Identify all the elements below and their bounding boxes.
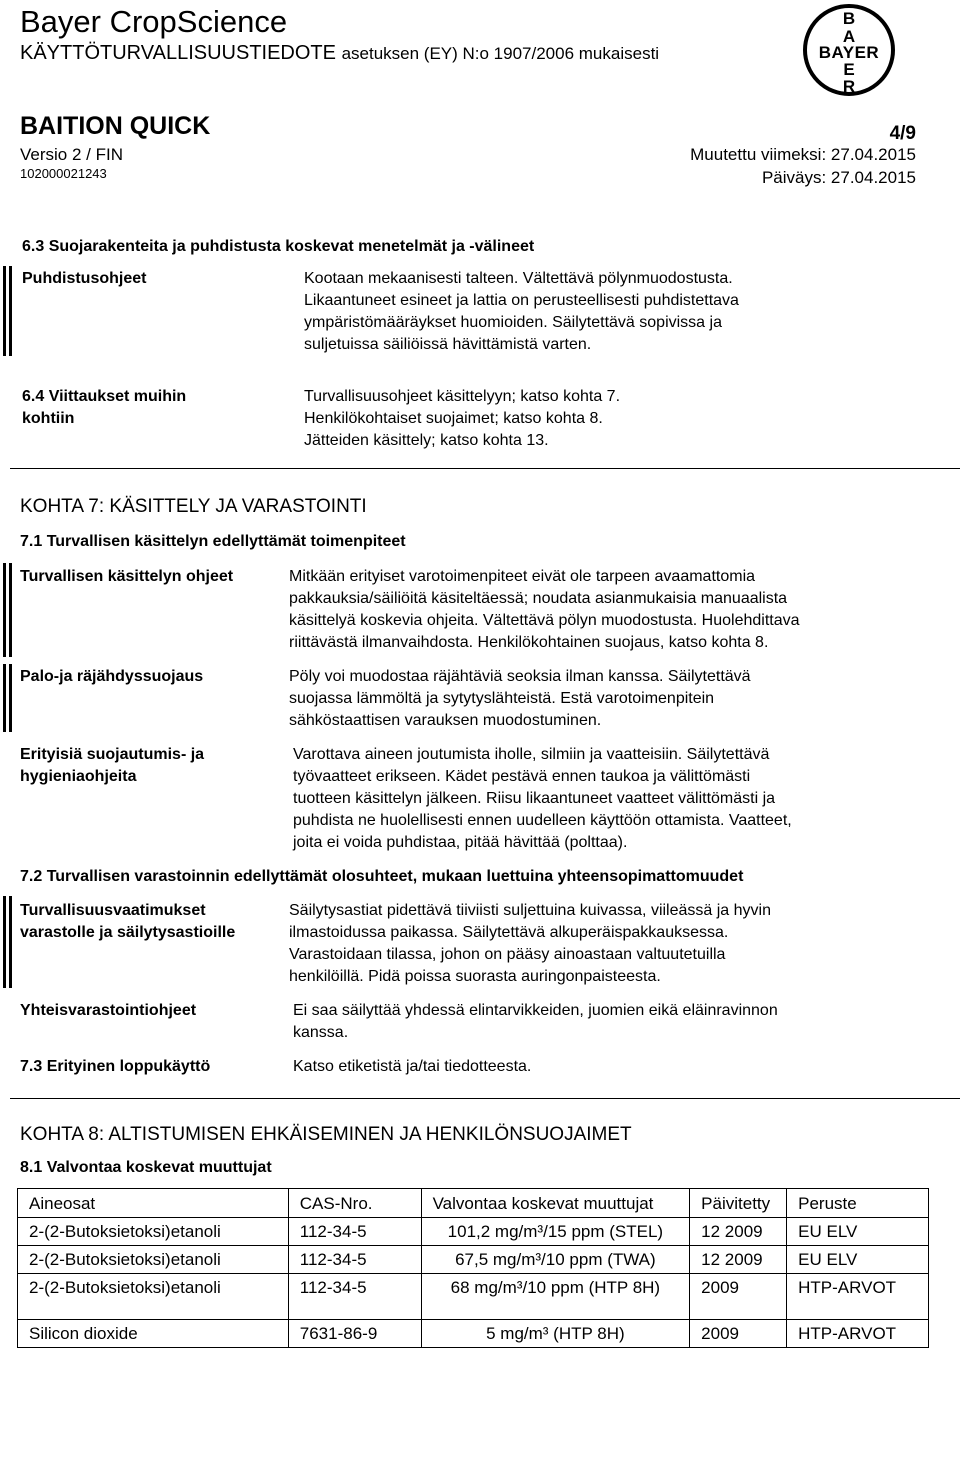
limit-cell: 68 mg/m³/10 ppm (HTP 8H): [421, 1274, 690, 1320]
revision-bar: [9, 563, 12, 657]
svg-text:B: B: [842, 9, 856, 28]
column-header: Aineosat: [18, 1189, 289, 1218]
svg-text:R: R: [842, 77, 856, 96]
limit-cell: 67,5 mg/m³/10 ppm (TWA): [421, 1246, 690, 1274]
component-cell: 2-(2-Butoksietoksi)etanoli: [18, 1274, 289, 1320]
revision-bar: [3, 563, 6, 657]
cas-cell: 112-34-5: [288, 1218, 421, 1246]
hygiene-label: Erityisiä suojautumis- ja hygieniaohjeita: [20, 746, 205, 785]
revision-bar: [3, 266, 6, 356]
component-cell: 2-(2-Butoksietoksi)etanoli: [18, 1218, 289, 1246]
document-title: [20, 42, 659, 65]
section-7-2-title: 7.2 Turvallisen varastoinnin edellyttämät olosuhteet, mukaan luettuina yhteensopimattomuudet: [20, 868, 744, 885]
cleaning-text: Kootaan mekaanisesti talteen. Vältettävä pölynmuodostusta. Likaantuneet esineet ja lattia on perusteellisesti puhdistettava ympäristömääräykset huomioiden. Säilytettävä sopivissa ja suljetuissa säiliöissä hävittämistä varten.: [304, 270, 739, 353]
limit-cell: 5 mg/m³ (HTP 8H): [421, 1320, 690, 1348]
safe-handling-label: Turvallisen käsittelyn ohjeet: [20, 568, 234, 585]
revision-bar: [3, 896, 6, 988]
section-7-3-text: Katso etiketistä ja/tai tiedotteesta.: [293, 1058, 532, 1075]
section-6-4-label: 6.4 Viittaukset muihin kohtiin: [22, 388, 187, 427]
revision-bar: [9, 664, 12, 732]
section-8-title: KOHTA 8: ALTISTUMISEN EHKÄISEMINEN JA HENKILÖNSUOJAIMET: [20, 1124, 632, 1145]
section-6-3-title: 6.3 Suojarakenteita ja puhdistusta koskevat menetelmät ja -välineet: [22, 238, 535, 255]
limit-cell: 101,2 mg/m³/15 ppm (STEL): [421, 1218, 690, 1246]
section-7-1-title: 7.1 Turvallisen käsittelyn edellyttämät toimenpiteet: [20, 533, 406, 550]
safe-handling-text: Mitkään erityiset varotoimenpiteet eivät ole tarpeen avaamattomia pakkauksia/säiliöitä käsiteltäessä; noudata asianmukaisia manuaalista käsittelyä koskevia ohjeita. Vältettävä pölyn muodostusta. Huolehdittava riittävästä ilmanvaihdosta. Henkilökohtainen suojaus, katso kohta 8.: [289, 568, 800, 651]
co-storage-label: Yhteisvarastointiohjeet: [20, 1002, 197, 1019]
updated-cell: 12 2009: [690, 1218, 787, 1246]
document-number: 102000021243: [20, 166, 107, 181]
section-6-4-text: Turvallisuusohjeet käsittelyyn; katso kohta 7. Henkilökohtaiset suojaimet; katso kohta 8. Jätteiden käsittely; katso kohta 13.: [304, 388, 621, 449]
revision-bar: [9, 266, 12, 356]
table-row: [18, 1320, 929, 1348]
company-name: Bayer CropScience: [20, 4, 288, 39]
section-8-1-title: 8.1 Valvontaa koskevat muuttujat: [20, 1159, 272, 1176]
basis-cell: EU ELV: [787, 1246, 929, 1274]
table-row: [18, 1274, 929, 1320]
svg-text:BAYER: BAYER: [818, 43, 880, 62]
column-header: Valvontaa koskevat muuttujat: [421, 1189, 690, 1218]
exposure-limits-table: [17, 1188, 929, 1348]
cas-cell: 7631-86-9: [288, 1320, 421, 1348]
hygiene-text: Varottava aineen joutumista iholle, silmiin ja vaatteisiin. Säilytettävä työvaatteet erikseen. Kädet pestävä ennen taukoa ja välittömästi tuotteen käsittelyn jälkeen. Riisu likaantuneet vaatteet välittömästi ja puhdista ne huolellisesti ennen uudelleen käyttöön ottamista. Vaatteet, joita ei voida puhdistaa, pitää hävittää (polttaa).: [293, 746, 792, 851]
svg-text:A: A: [842, 27, 856, 46]
cas-cell: 112-34-5: [288, 1246, 421, 1274]
basis-cell: HTP-ARVOT: [787, 1320, 929, 1348]
cleaning-label: Puhdistusohjeet: [22, 270, 147, 287]
revision-bar: [9, 896, 12, 988]
regulation-reference: asetuksen (EY) N:o 1907/2006 mukaisesti: [341, 44, 660, 63]
issue-date: Päiväys: 27.04.2015: [761, 168, 916, 187]
version-info: Versio 2 / FIN: [20, 145, 123, 164]
component-cell: Silicon dioxide: [18, 1320, 289, 1348]
storage-text: Säilytysastiat pidettävä tiiviisti suljettuina kuivassa, viileässä ja hyvin ilmastoidussa paikassa. Säilytettävä alkuperäispakkauksessa. Varastoidaan tilassa, johon on pääsy ainoastaan valtuutetuilla henkilöillä. Pidä poissa suorasta auringonpaisteesta.: [289, 902, 771, 985]
column-header: CAS-Nro.: [288, 1189, 421, 1218]
storage-label: Turvallisuusvaatimukset varastolle ja säilytysastioille: [20, 902, 236, 941]
updated-cell: 2009: [690, 1320, 787, 1348]
component-cell: 2-(2-Butoksietoksi)etanoli: [18, 1246, 289, 1274]
co-storage-text: Ei saa säilyttää yhdessä elintarvikkeiden, juomien eikä eläinravinnon kanssa.: [293, 1002, 778, 1041]
revision-bar: [3, 664, 6, 732]
page-number: 4/9: [889, 123, 916, 144]
product-name: BAITION QUICK: [20, 112, 211, 140]
section-divider: [10, 468, 960, 469]
section-divider: [10, 1098, 960, 1099]
basis-cell: HTP-ARVOT: [787, 1274, 929, 1320]
table-row: [18, 1246, 929, 1274]
modified-date: Muutettu viimeksi: 27.04.2015: [690, 145, 916, 164]
table-header-row: [18, 1189, 929, 1218]
updated-cell: 2009: [690, 1274, 787, 1320]
fire-protection-text: Pöly voi muodostaa räjähtäviä seoksia ilman kanssa. Säilytettävä suojassa lämmöltä ja sytytyslähteistä. Estä varotoimenpitein sähköstaattisen varauksen muodostuminen.: [289, 668, 751, 729]
svg-text:E: E: [843, 60, 855, 79]
column-header: Päivitetty: [690, 1189, 787, 1218]
table-row: [18, 1218, 929, 1246]
section-7-3-label: 7.3 Erityinen loppukäyttö: [20, 1058, 211, 1075]
column-header: Peruste: [787, 1189, 929, 1218]
bayer-cross-logo: [801, 2, 897, 98]
fire-protection-label: Palo-ja räjähdyssuojaus: [20, 668, 204, 685]
updated-cell: 12 2009: [690, 1246, 787, 1274]
document-type: KÄYTTÖTURVALLISUUSTIEDOTE: [20, 42, 336, 64]
section-7-title: KOHTA 7: KÄSITTELY JA VARASTOINTI: [20, 496, 367, 517]
basis-cell: EU ELV: [787, 1218, 929, 1246]
cas-cell: 112-34-5: [288, 1274, 421, 1320]
